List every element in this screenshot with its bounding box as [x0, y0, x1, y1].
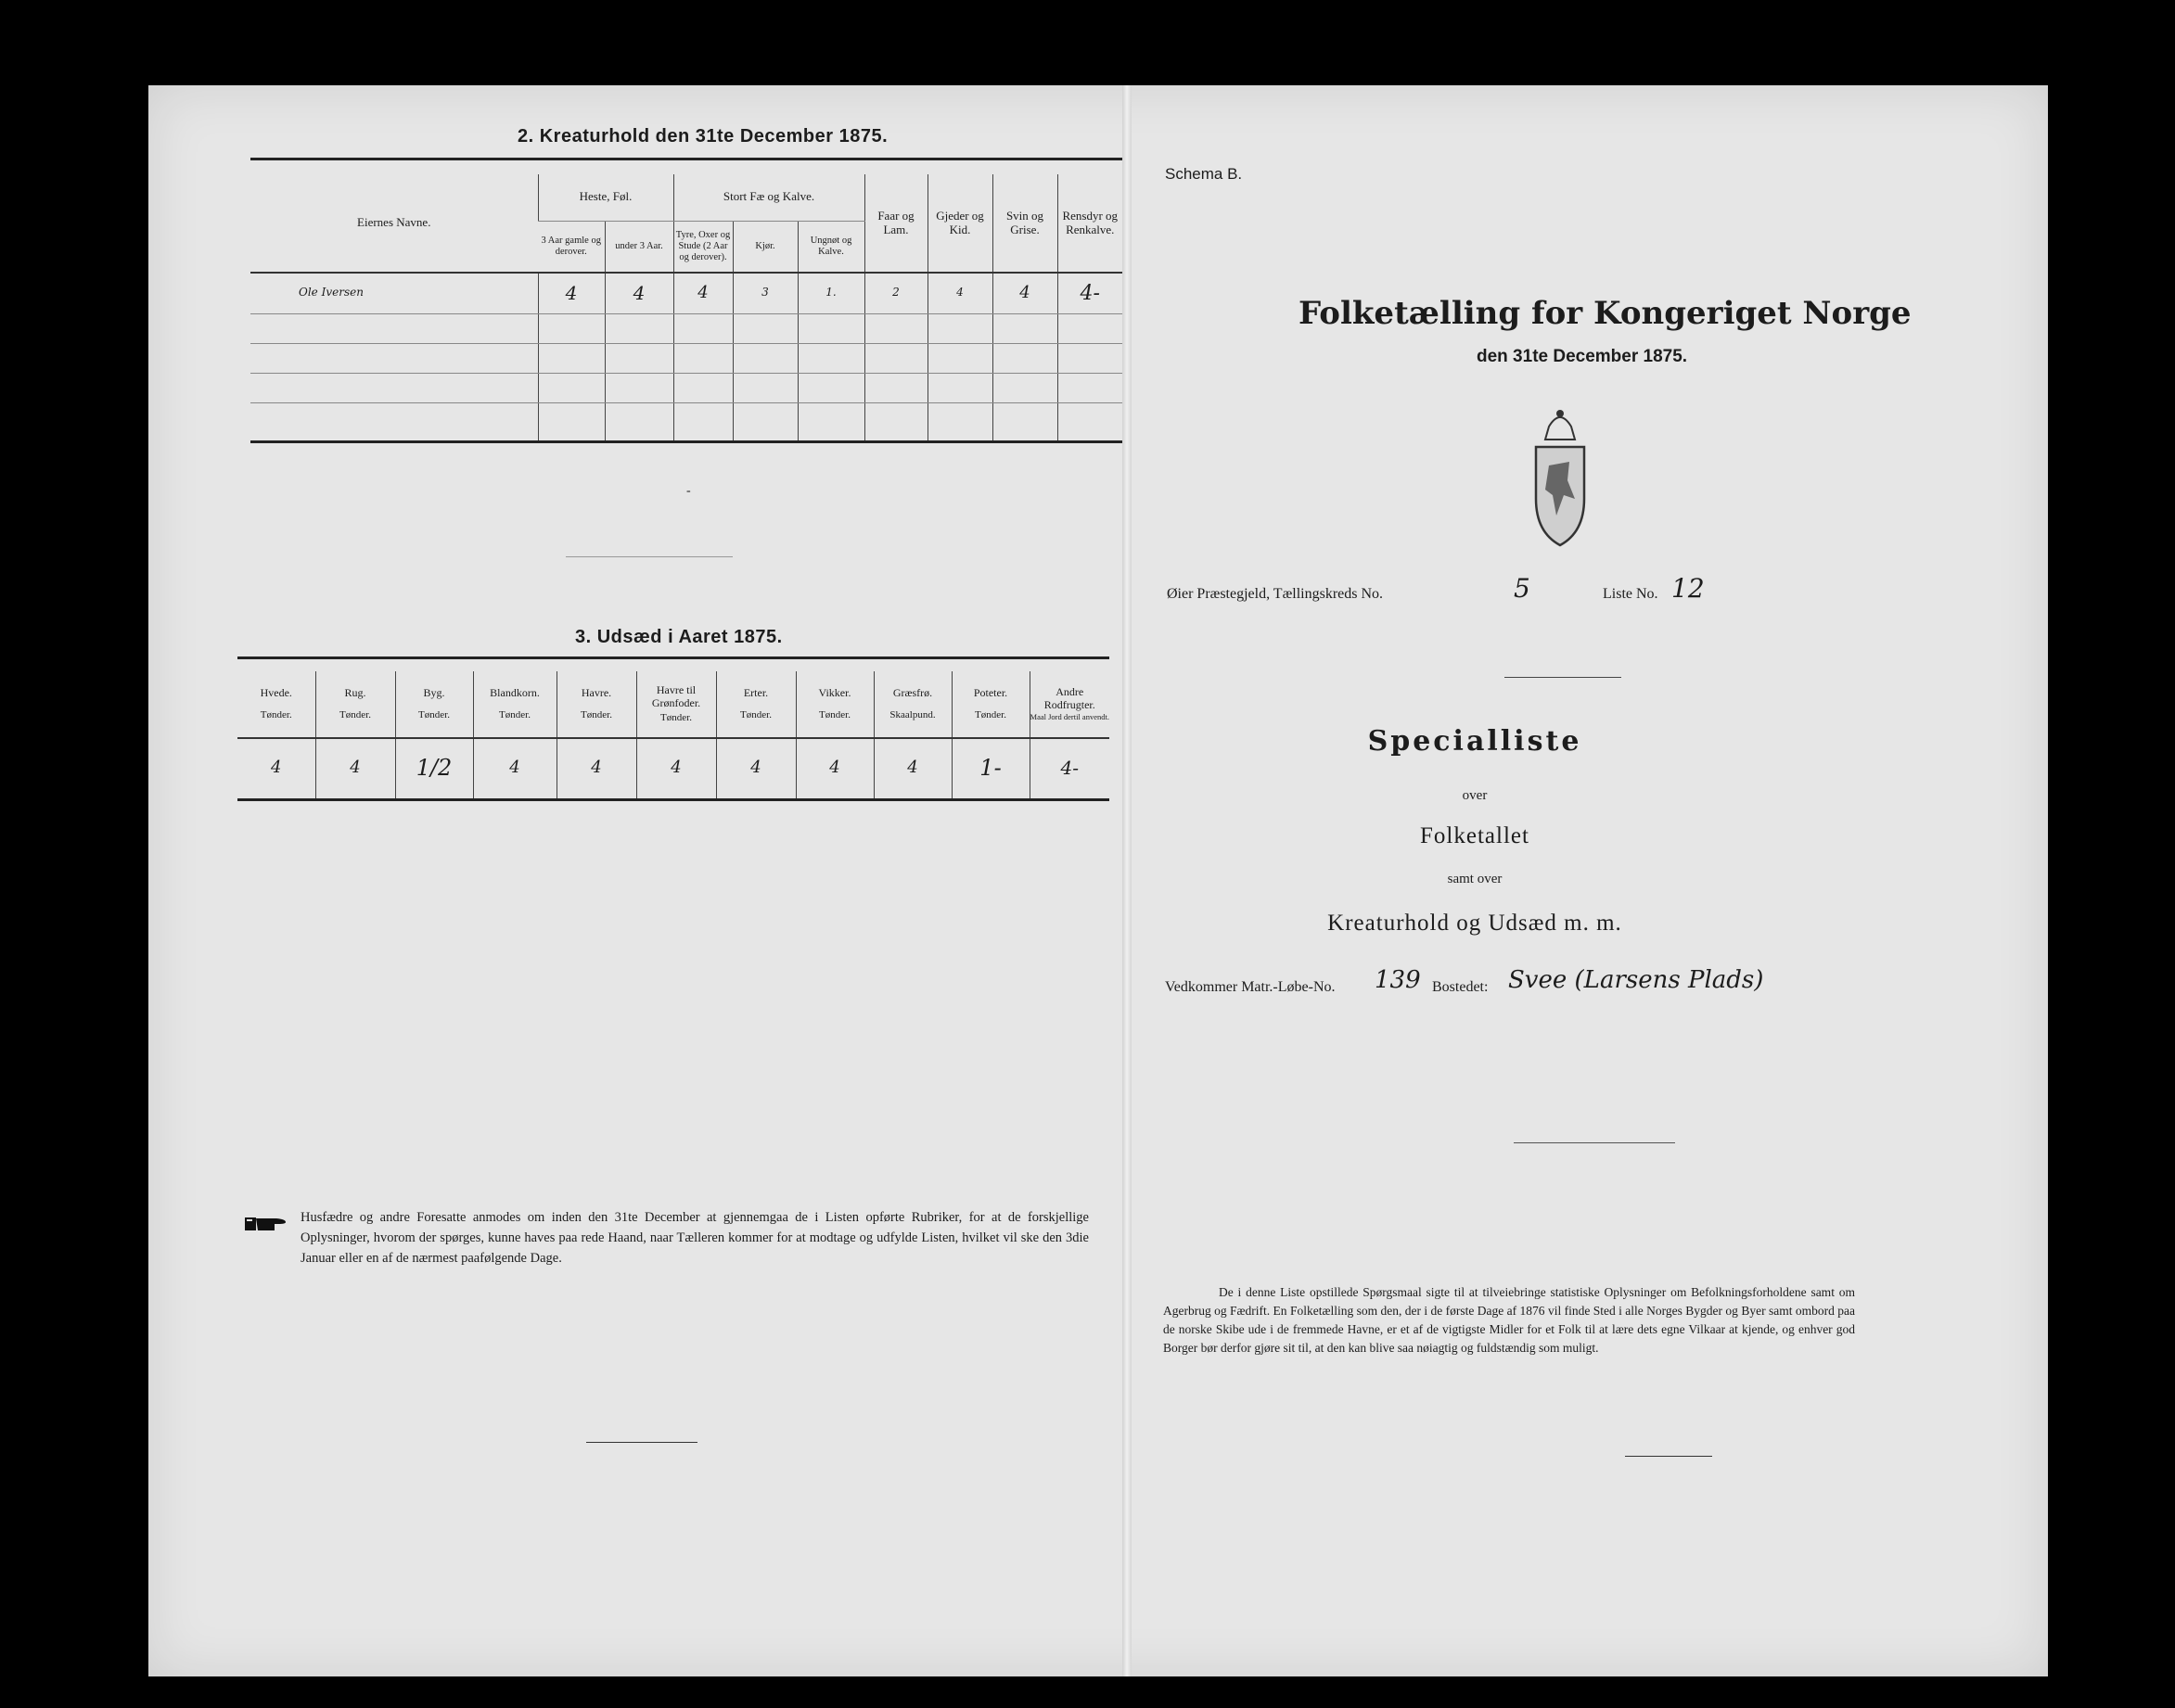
livestock-top-rule [250, 158, 1122, 160]
footer-explanation: De i denne Liste opstillede Spørgsmaal sigte til at tilveiebringe statistiske Oplysninger om Befolkningsforholdene samt om Agerbrug og Fædrift. En Folketælling som den, der i de første Dage af 1876 vil finde Sted i alle Norges Bygder og Byer samt ombord paa de norske Skibe ude i de fremmede Havne, er et af de vigtigste Midler for et Folk til at lære dets egne Vilkaar at kjende, og enhver god Borger bør derfor gjøre sit til, at den kan blive saa nøiagtig og fuldstændig som muligt. [1163, 1285, 1855, 1355]
value-cell: 3 [733, 273, 798, 313]
table-row [237, 738, 1109, 799]
value-cell: 1. [798, 273, 864, 313]
reindeer-header: Rensdyr og Renkalve. [1057, 174, 1122, 273]
closing-rule [1625, 1456, 1712, 1457]
schema-label: Schema B. [1165, 165, 1243, 183]
population-heading: Folketallet [1420, 823, 1529, 848]
value-cell: 4 [473, 738, 557, 799]
separator-rule [566, 556, 733, 557]
stray-dash: - [686, 484, 691, 498]
sowing-title: 3. Udsæd i Aaret 1875. [575, 627, 783, 647]
also-over-text: samt over [1447, 872, 1503, 886]
separator-rule [1514, 1142, 1675, 1143]
right-page [1132, 85, 2048, 1676]
value-cell: 4 [605, 273, 673, 313]
district-number: 5 [1514, 573, 1530, 604]
residence-label: Bostedet: [1432, 979, 1489, 995]
owner-name-cell: Ole Iversen [250, 273, 538, 313]
other-roots-header: Andre Rodfrugter. Maal Jord dertil anvendt. [1030, 671, 1109, 738]
closing-rule [586, 1442, 697, 1443]
table-row [250, 343, 1122, 373]
livestock-title: 2. Kreaturhold den 31te December 1875. [518, 126, 889, 147]
goats-header: Gjeder og Kid. [928, 174, 992, 273]
parish-label: Øier Præstegjeld, Tællingskreds No. [1167, 586, 1384, 602]
value-cell: 4 [796, 738, 874, 799]
table-row [250, 402, 1122, 441]
over-text: over [1462, 788, 1488, 803]
list-number: 12 [1671, 573, 1705, 604]
table-row [250, 313, 1122, 343]
value-cell: 4 [673, 273, 733, 313]
value-cell: 4- [1057, 273, 1122, 313]
table-row [250, 373, 1122, 402]
pointing-hand-icon [245, 1214, 288, 1234]
bulls-header: Tyre, Oxer og Stude (2 Aar og derover). [673, 221, 733, 273]
horses-group-header: Heste, Føl. [538, 174, 673, 221]
sowing-table [237, 671, 1109, 801]
list-label: Liste No. [1603, 586, 1658, 602]
barley-header: Byg. Tønder. [395, 671, 473, 738]
value-cell: 4 [874, 738, 952, 799]
table-row [250, 273, 1122, 313]
special-list-heading: Specialliste [1367, 725, 1582, 758]
matr-number: 139 [1375, 966, 1421, 994]
wheat-header: Hvede. Tønder. [237, 671, 315, 738]
potatoes-header: Poteter. Tønder. [952, 671, 1030, 738]
horses-old-header: 3 Aar gamle og derover. [538, 221, 605, 273]
grass-seed-header: Græsfrø. Skaalpund. [874, 671, 952, 738]
matr-label: Vedkommer Matr.-Løbe-No. [1165, 979, 1336, 995]
vetch-header: Vikker. Tønder. [796, 671, 874, 738]
census-title: Folketælling for Kongeriget Norge [1299, 295, 1912, 332]
value-cell: 4 [992, 273, 1057, 313]
horses-young-header: under 3 Aar. [605, 221, 673, 273]
value-cell: 4 [315, 738, 395, 799]
cows-header: Kjør. [733, 221, 798, 273]
residence-value: Svee (Larsens Plads) [1508, 966, 1764, 994]
green-oats-header: Havre til Grønfoder. Tønder. [636, 671, 716, 738]
pigs-header: Svin og Grise. [992, 174, 1057, 273]
rye-header: Rug. Tønder. [315, 671, 395, 738]
peas-header: Erter. Tønder. [716, 671, 796, 738]
value-cell: 4- [1030, 738, 1109, 799]
value-cell: 4 [557, 738, 636, 799]
calves-header: Ungnøt og Kalve. [798, 221, 864, 273]
owner-header: Eiernes Navne. [250, 174, 538, 273]
sheep-header: Faar og Lam. [864, 174, 928, 273]
census-date: den 31te December 1875. [1477, 347, 1688, 366]
value-cell: 1- [952, 738, 1030, 799]
separator-rule [1504, 677, 1621, 678]
value-cell: 4 [636, 738, 716, 799]
livestock-table [250, 174, 1122, 443]
value-cell: 4 [716, 738, 796, 799]
value-cell: 4 [928, 273, 992, 313]
value-cell: 4 [237, 738, 315, 799]
norwegian-coat-of-arms-icon [1529, 406, 1592, 549]
notice-text: Husfædre og andre Foresatte anmodes om inden den 31te December at gjennemgaa de i Listen opførte Rubriker, for at de forskjellige Oplysninger, hvorom der spørges, kunne haves paa rede Haand, naar Tælleren kommer for at modtage og udfylde Listen, hvilket vil ske den 3die Januar eller en af de nærmest paafølgende Dage. [301, 1210, 1089, 1266]
value-cell: 1/2 [395, 738, 473, 799]
value-cell: 2 [864, 273, 928, 313]
oats-header: Havre. Tønder. [557, 671, 636, 738]
livestock-sowing-heading: Kreaturhold og Udsæd m. m. [1327, 911, 1622, 936]
value-cell: 4 [538, 273, 605, 313]
cattle-group-header: Stort Fæ og Kalve. [673, 174, 864, 221]
sowing-top-rule [237, 656, 1109, 659]
mixed-grain-header: Blandkorn. Tønder. [473, 671, 557, 738]
census-sheet [148, 85, 2048, 1676]
page-fold [1122, 85, 1132, 1676]
left-page [148, 85, 1122, 1676]
